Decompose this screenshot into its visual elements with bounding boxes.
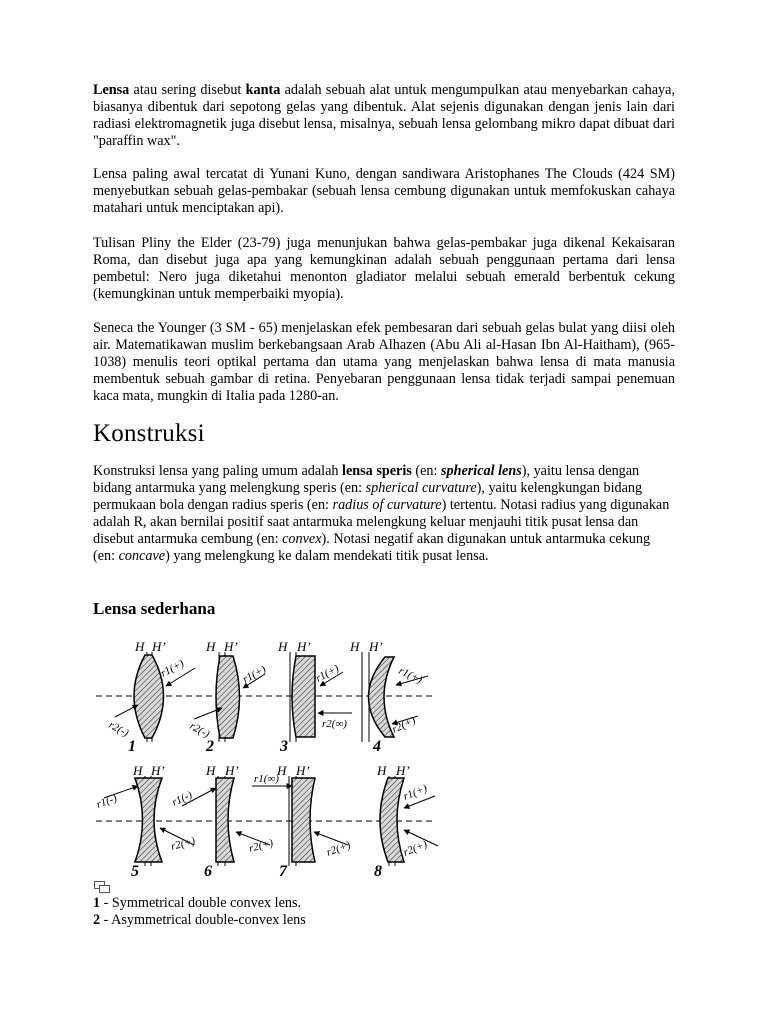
lens-6-shape <box>216 778 234 862</box>
label-r1-lens-4: r1(+) <box>396 664 425 687</box>
label-r1-lens-8: r1(+) <box>401 782 429 803</box>
term-radius-of-curvature: radius of curvature <box>332 496 442 513</box>
label-r1-lens-3: r1(+) <box>313 662 342 685</box>
caption-text: - Symmetrical double convex lens. <box>100 895 302 911</box>
caption-number: 2 <box>93 912 101 928</box>
lens-number-7: 7 <box>279 863 287 880</box>
lens-8-shape <box>380 778 404 862</box>
paragraph-history-greece: Lensa paling awal tercatat di Yunani Kuno, dengan sandiwara Aristophanes The Clouds (424 SM) menyebutkan sebuah gelas-pembakar (sebuah lensa cembung digunakan untuk memfokuskan cahaya matahari untuk menciptakan api). <box>93 166 675 216</box>
subheading-lensa-sederhana: Lensa sederhana <box>93 599 216 618</box>
label-r1-lens-6: r1(-) <box>170 789 195 809</box>
principal-plane-labels <box>132 639 410 778</box>
enlarge-icon[interactable] <box>94 881 110 893</box>
label-h: H <box>278 639 288 654</box>
lens-numbers <box>128 738 382 880</box>
text-segment: atau sering disebut <box>129 82 246 98</box>
text-segment: (en: <box>411 463 441 479</box>
caption-lens-2 <box>93 912 306 929</box>
lens-2-shape <box>216 656 240 738</box>
label-h: H <box>135 639 145 654</box>
label-r1-lens-5: r1(-) <box>94 792 119 811</box>
label-h-prime: H’ <box>369 639 383 654</box>
text-segment: ), yaitu kelengkungan bidang permukaan bola dengan radius speris (en: <box>93 479 643 513</box>
text-segment: ). Notasi negatif akan digunakan untuk antarmuka cekung (en: <box>93 530 651 564</box>
label-h-prime: H’ <box>296 763 310 778</box>
label-h-prime: H’ <box>396 763 410 778</box>
section-heading-konstruksi: Konstruksi <box>93 420 205 447</box>
label-r2-lens-6: r2(+) <box>247 836 275 855</box>
label-h-prime: H’ <box>152 639 166 654</box>
term-spherical-curvature: spherical curvature <box>365 479 477 496</box>
label-h: H <box>206 763 216 778</box>
lens-number-3: 3 <box>280 738 288 755</box>
text-segment: Konstruksi lensa yang paling umum adalah <box>93 463 343 479</box>
lens-number-8: 8 <box>374 863 382 880</box>
text-segment: ) yang melengkung ke dalam mendekati titik pusat lensa. <box>165 547 489 564</box>
paragraph-history-seneca: Seneca the Younger (3 SM - 65) menjelaskan efek pembesaran dari sebuah gelas bulat yang diisi oleh air. Matematikawan muslim berkebangsaan Arab Alhazen (Abu Ali al-Hasan Ibn Al-Haitham), (965-1038) menulis teori optikal pertama dan utama yang menjelaskan bahwa lensa di mata manusia membentuk sebuah gambar di retina. Penyebaran penggunaan lensa tidak terjadi sampai penemuan kaca mata, mungkin di Italia pada 1280-an. <box>93 320 675 404</box>
caption-lens-1 <box>93 895 301 912</box>
lens-5-shape <box>135 778 162 862</box>
label-h: H <box>350 639 360 654</box>
lens-7-shape <box>292 778 315 862</box>
term-spherical-lens: spherical lens <box>440 463 522 479</box>
label-h-prime: H’ <box>297 639 311 654</box>
caption-text: - Asymmetrical double-convex lens <box>100 912 306 928</box>
caption-number: 1 <box>93 895 101 911</box>
label-h: H <box>277 763 287 778</box>
label-h: H <box>377 763 387 778</box>
label-h-prime: H’ <box>225 763 239 778</box>
lens-number-4: 4 <box>373 738 381 755</box>
label-r2-lens-3: r2(∞) <box>322 718 347 730</box>
paragraph-history-rome: Tulisan Pliny the Elder (23-79) juga menunjukan bahwa gelas-pembakar juga dikenal Kekaisaran Roma, dan disebut juga apa yang kemungkinan adalah sebuah penggunaan pertama dari lensa pembetul: Nero juga diketahui menonton gladiator melalui sebuah emerald berbentuk cekung (kemungkinan untuk memperbaiki myopia). <box>93 235 675 302</box>
term-convex: convex <box>282 530 322 547</box>
term-concave: concave <box>118 547 166 564</box>
lens-number-1: 1 <box>128 738 136 755</box>
lens-number-2: 2 <box>206 738 214 755</box>
label-r2-lens-5: r2(+) <box>169 834 197 853</box>
text-segment: ) tertentu. Notasi radius yang digunakan adalah R, akan bernilai positif saat antarmuka melengkung keluar menjauhi titik pusat lensa dan disebut antarmuka cembung (en: <box>93 496 670 547</box>
term-kanta: kanta <box>245 82 281 98</box>
label-r2-lens-4: r2(+) <box>390 714 418 736</box>
label-r1-lens-2: r1(+) <box>240 663 269 686</box>
lens-number-6: 6 <box>204 863 212 880</box>
label-h: H <box>133 763 143 778</box>
label-r1-lens-7: r1(∞) <box>254 773 279 785</box>
lens-number-5: 5 <box>131 863 139 880</box>
label-r2-lens-8: r2(+) <box>401 838 429 859</box>
label-h-prime: H’ <box>224 639 238 654</box>
label-h-prime: H’ <box>151 763 165 778</box>
label-r2-lens-2: r2(-) <box>187 720 212 741</box>
label-h: H <box>206 639 216 654</box>
term-lensa: Lensa <box>93 82 130 98</box>
text-segment: adalah sebuah alat untuk mengumpulkan atau menyebarkan cahaya, biasanya dibentuk dari sepotong gelas yang dibentuk. Alat sejenis digunakan dengan jenis lain dari radiasi elektromagnetik juga disebut lensa, misalnya, sebuah lensa gelombang mikro dapat dibuat dari "paraffin wax". <box>93 82 675 149</box>
lens-3-shape <box>292 656 315 737</box>
label-r2-lens-7: r2(+) <box>324 839 353 859</box>
term-lensa-speris: lensa speris <box>342 463 412 479</box>
lens-1-shape <box>134 655 164 738</box>
text-segment: ), yaitu lensa dengan bidang antarmuka yang melengkung speris (en: <box>93 463 640 496</box>
label-r1-lens-1: r1(+) <box>158 657 187 680</box>
label-r2-lens-1: r2(-) <box>106 719 131 740</box>
